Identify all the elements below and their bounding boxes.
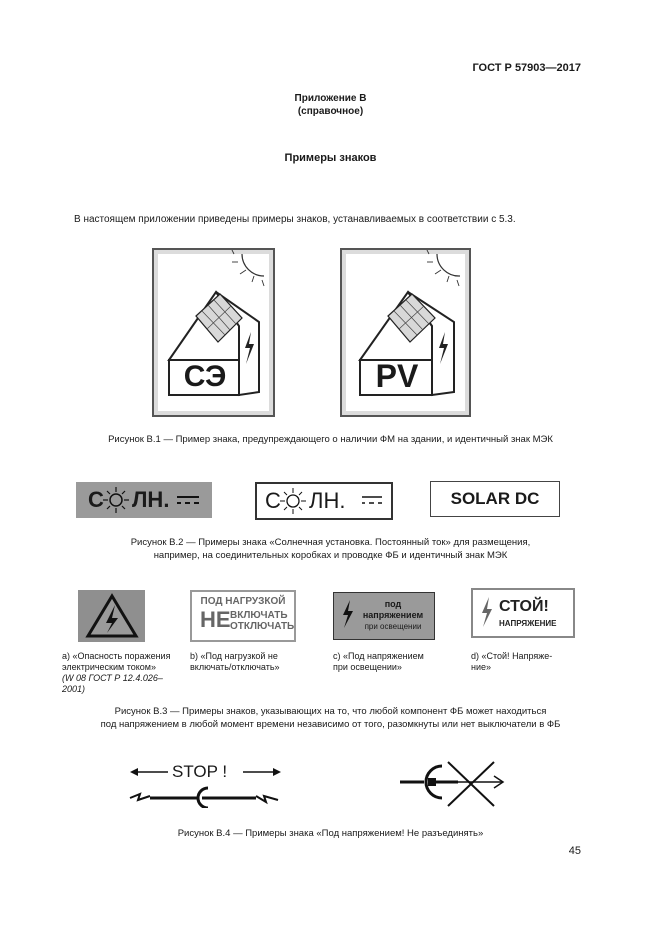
dc-symbol-icon xyxy=(361,494,383,506)
dc-symbol-icon xyxy=(176,494,200,506)
lightning-icon xyxy=(340,599,356,629)
sign-label-c: с) «Под напряжением при освещении» xyxy=(333,651,424,672)
solar-dc-sign-english: SOLAR DC xyxy=(430,481,560,517)
intro-paragraph: В настоящем приложении приведены примеры знаков, устанавливаемых в соответствии с 5.3. xyxy=(74,214,516,225)
solar-building-sign-pv xyxy=(340,248,471,417)
page-number: 45 xyxy=(568,845,581,857)
sign-label-d: d) «Стой! Напряже- ние» xyxy=(471,651,553,672)
electric-shock-warning-sign xyxy=(78,590,145,642)
do-not-switch-under-load-sign: ПОД НАГРУЗКОЙ НЕ ВКЛЮЧАТЬ ОТКЛЮЧАТЬ xyxy=(190,590,296,642)
sign-text-se: СЭ xyxy=(183,360,227,393)
solar-dc-sign-grey: С ЛН. xyxy=(76,482,212,518)
figure-b1-caption: Рисунок В.1 — Пример знака, предупреждающего о наличии ФМ на здании, и идентичный знак МЭК xyxy=(108,434,553,445)
figure-b2-caption: Рисунок В.2 — Примеры знака «Солнечная установка. Постоянный ток» для размещения, например, на соединительных коробках и проводке ФБ и идентичный знак МЭК xyxy=(130,537,531,561)
stop-voltage-sign: СТОЙ! НАПРЯЖЕНИЕ xyxy=(471,588,575,638)
annex-heading xyxy=(0,92,661,118)
sign-label-a: а) «Опасность поражения электрическим током» (W 08 ГОСТ Р 12.4.026– 2001) xyxy=(62,651,171,694)
solar-dc-sign-white: С ЛН. xyxy=(255,482,393,520)
annex-subtitle: (справочное) xyxy=(297,106,364,117)
high-voltage-triangle-icon xyxy=(85,593,139,639)
figure-b3-caption: Рисунок В.3 — Примеры знаков, указывающих на то, что любой компонент ФБ может находиться под напряжением в любой момент времени независимо от того, разомкнуты или нет выключатели в ФБ xyxy=(100,706,561,730)
stop-do-not-disconnect-sign: STOP ! xyxy=(128,758,283,808)
standard-number: ГОСТ Р 57903—2017 xyxy=(472,62,581,74)
sign-text-pv: PV xyxy=(375,358,419,394)
sun-icon xyxy=(102,486,130,514)
sign-label-b: b) «Под нагрузкой не включать/отключать» xyxy=(190,651,280,672)
lightning-icon xyxy=(479,596,495,628)
solar-building-sign-cyrillic xyxy=(152,248,275,417)
do-not-disconnect-symbol-icon xyxy=(398,752,506,812)
figure-b4-caption: Рисунок В.4 — Примеры знака «Под напряжением! Не разъединять» xyxy=(177,828,484,839)
sun-icon xyxy=(279,487,307,515)
annex-title: Приложение В xyxy=(294,93,367,104)
live-when-illuminated-sign: под напряжением при освещении xyxy=(333,592,435,640)
section-title: Примеры знаков xyxy=(284,152,377,164)
